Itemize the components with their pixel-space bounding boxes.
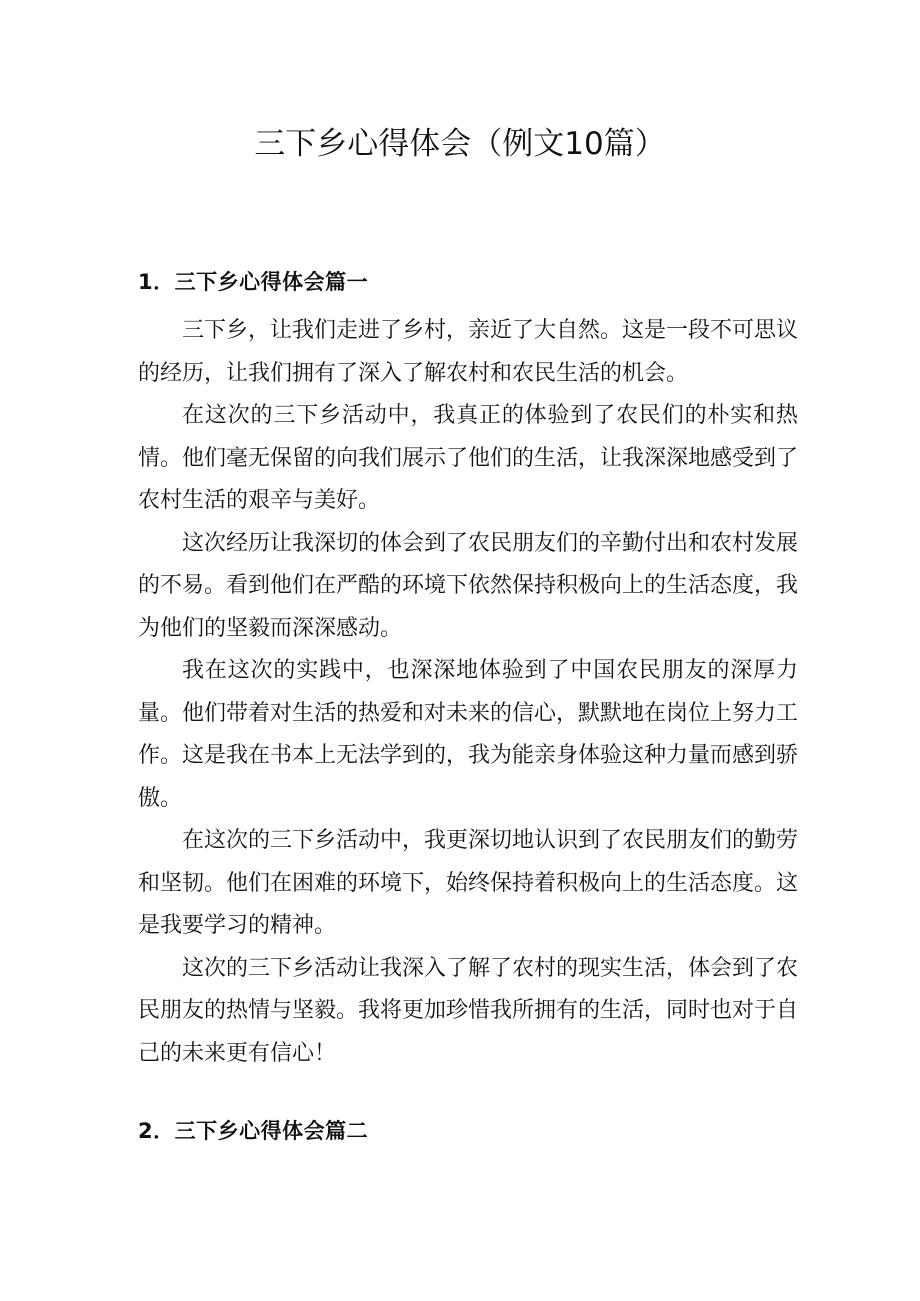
paragraph: 三下乡，让我们走进了乡村，亲近了大自然。这是一段不可思议的经历，让我们拥有了深入了解农村和农民生活的机会。	[138, 318, 799, 386]
document-title: 三下乡心得体会（例文10篇）	[254, 126, 666, 162]
section-1-body	[138, 310, 798, 1075]
paragraph: 我在这次的实践中，也深深地体验到了中国农民朋友的深厚力量。他们带着对生活的热爱和对未来的信心，默默地在岗位上努力工作。这是我在书本上无法学到的，我为能亲身体验这种力量而感到骄傲。	[138, 658, 799, 811]
section-heading-2: 2．三下乡心得体会篇二	[138, 1119, 369, 1143]
paragraph: 这次经历让我深切的体会到了农民朋友们的辛勤付出和农村发展的不易。看到他们在严酷的环境下依然保持积极向上的生活态度，我为他们的坚毅而深深感动。	[138, 530, 799, 641]
paragraph: 这次的三下乡活动让我深入了解了农村的现实生活，体会到了农民朋友的热情与坚毅。我将更加珍惜我所拥有的生活，同时也对于自己的未来更有信心！	[138, 955, 799, 1066]
paragraph: 在这次的三下乡活动中，我更深切地认识到了农民朋友们的勤劳和坚韧。他们在困难的环境下，始终保持着积极向上的生活态度。这是我要学习的精神。	[138, 828, 799, 938]
paragraph: 在这次的三下乡活动中，我真正的体验到了农民们的朴实和热情。他们毫无保留的向我们展示了他们的生活，让我深深地感受到了农村生活的艰辛与美好。	[138, 403, 799, 513]
section-heading-1: 1．三下乡心得体会篇一	[138, 270, 369, 294]
